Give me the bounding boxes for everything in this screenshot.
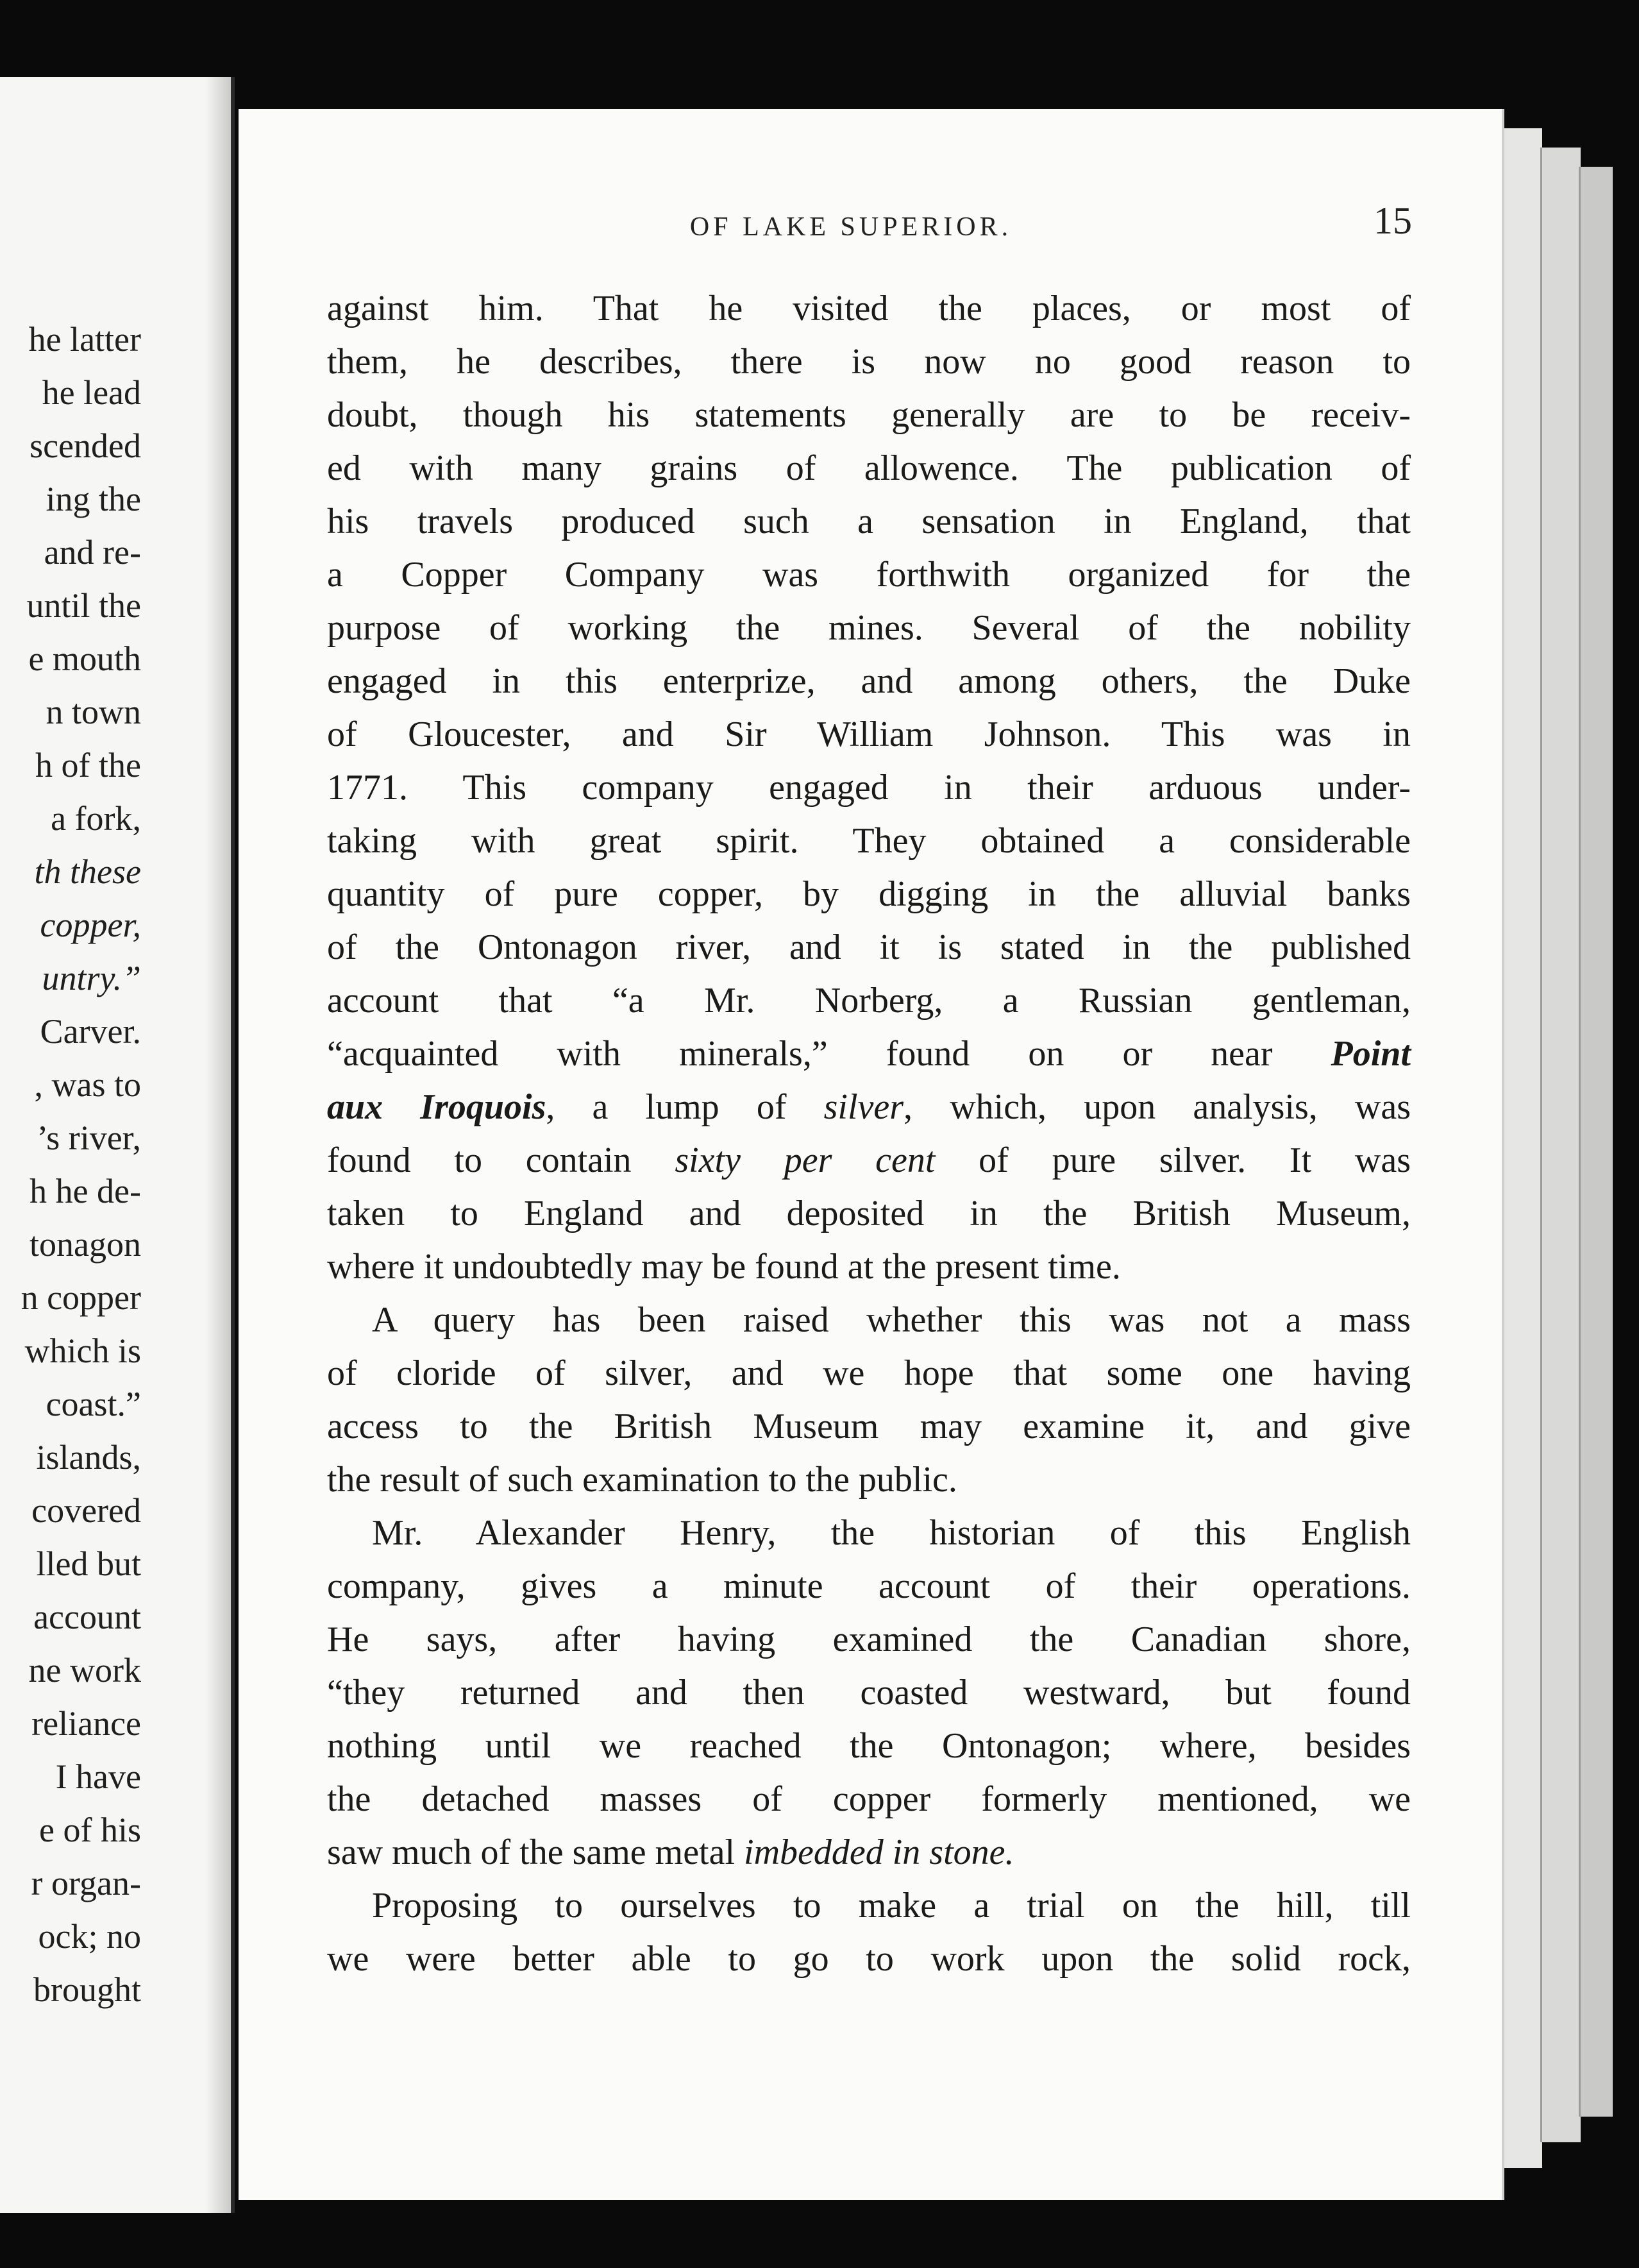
text-line: purpose of working the mines. Several of the nobility [327,608,1411,648]
left-page-line: h he de- [29,1172,141,1210]
page-number: 15 [1374,199,1412,242]
paragraph-2 [327,1294,1411,1507]
text-run: , which, upon analysis, was [904,1087,1411,1127]
left-page-line: Carver. [40,1012,141,1051]
left-page-line: th these [34,852,141,891]
left-page-line: which is [24,1332,141,1370]
page-edge [1502,128,1542,2168]
left-facing-page [0,77,235,2213]
text-line: He says, after having examined the Canadian shore, [327,1620,1411,1659]
text-line: access to the British Museum may examine it, and give [327,1407,1411,1446]
text-line: engaged in this enterprize, and among others, the Duke [327,661,1411,701]
text-line: “they returned and then coasted westward, but found [327,1673,1411,1713]
text-line: of the Ontonagon river, and it is stated in the published [327,927,1411,967]
text-run: of pure silver. It was [935,1140,1411,1180]
text-line [327,1826,1411,1879]
left-page-line: ing the [46,480,141,518]
paragraph-1 [327,282,1411,1294]
place-name-emphasis: aux Iroquois [327,1087,546,1127]
left-page-line: e mouth [28,639,141,678]
paragraph-4 [327,1879,1411,1986]
text-line [327,1081,1411,1134]
text-line: the result of such examination to the public. [327,1460,957,1500]
text-line: we were better able to go to work upon the solid rock, [327,1939,1411,1979]
left-page-line: until the [26,586,141,625]
text-line: account that “a Mr. Norberg, a Russian gentleman, [327,981,1411,1020]
left-page-line: account [33,1598,141,1636]
text-run: “acquainted with minerals,” found on or near [327,1034,1331,1074]
left-page-line: I have [55,1757,141,1796]
left-page-line: brought [33,1970,141,2009]
italic-emphasis: imbedded in stone. [744,1832,1014,1872]
text-line: nothing until we reached the Ontonagon; where, besides [327,1726,1411,1766]
left-page-line: coast.” [46,1385,141,1423]
paragraph-3 [327,1507,1411,1879]
body-text [327,282,1411,1986]
running-head: OF LAKE SUPERIOR. [689,212,1013,242]
page-edge [1540,148,1581,2142]
text-line: a Copper Company was forthwith organized for the [327,555,1411,595]
text-run: saw much of the same metal [327,1832,744,1872]
text-line: taking with great spirit. They obtained a considerable [327,821,1411,861]
text-line: Proposing to ourselves to make a trial on the hill, till [372,1886,1411,1925]
left-page-line: he lead [42,373,141,412]
text-line: 1771. This company engaged in their arduous under- [327,768,1411,808]
text-line: of cloride of silver, and we hope that some one having [327,1353,1411,1393]
left-page-line: tonagon [29,1225,141,1264]
left-page-line: copper, [40,906,141,944]
place-name-emphasis: Point [1331,1034,1411,1074]
left-page-line: r organ- [31,1864,141,1902]
text-line: doubt, though his statements generally are to be receiv- [327,395,1411,435]
page-edge [1579,167,1613,2117]
text-line: Mr. Alexander Henry, the historian of this English [372,1513,1411,1553]
text-line: ed with many grains of allowence. The publication of [327,448,1411,488]
text-line: them, he describes, there is now no good reason to [327,342,1411,382]
left-page-line: n copper [21,1278,141,1317]
left-page-line: ock; no [38,1917,141,1956]
text-line: quantity of pure copper, by digging in the alluvial banks [327,874,1411,914]
left-page-line: n town [46,693,141,731]
left-page-line: ’s river, [37,1119,141,1157]
left-page-line: reliance [31,1704,141,1743]
left-page-line: and re- [44,533,141,571]
left-page-line: e of his [39,1811,141,1849]
book-page [239,109,1502,2200]
text-line: A query has been raised whether this was not a mass [372,1300,1411,1340]
text-line: company, gives a minute account of their operations. [327,1566,1411,1606]
text-run: , a lump of [546,1087,824,1127]
text-line [327,1028,1411,1081]
left-page-line: lled but [36,1544,141,1583]
left-page-line: islands, [36,1438,141,1477]
left-page-line: he latter [28,320,141,359]
text-line: taken to England and deposited in the British Museum, [327,1194,1411,1233]
text-run: found to contain [327,1140,675,1180]
text-line: where it undoubtedly may be found at the present time. [327,1247,1121,1287]
left-page-line: scended [29,427,141,465]
gutter-shadow [205,77,231,2213]
text-line: his travels produced such a sensation in England, that [327,502,1411,541]
left-page-line: untry.” [42,959,141,997]
left-page-text-fragments [0,313,141,2017]
text-line [327,1134,1411,1187]
italic-emphasis: silver [823,1087,904,1127]
left-page-line: a fork, [51,799,141,838]
text-line: against him. That he visited the places, or most of [327,289,1411,328]
left-page-line: ne work [28,1651,141,1689]
left-page-line: , was to [34,1065,141,1104]
text-line: of Gloucester, and Sir William Johnson. This was in [327,715,1411,754]
text-line: the detached masses of copper formerly mentioned, we [327,1779,1411,1819]
left-page-line: h of the [35,746,141,784]
italic-emphasis: sixty per cent [675,1140,936,1180]
left-page-line: covered [31,1491,141,1530]
